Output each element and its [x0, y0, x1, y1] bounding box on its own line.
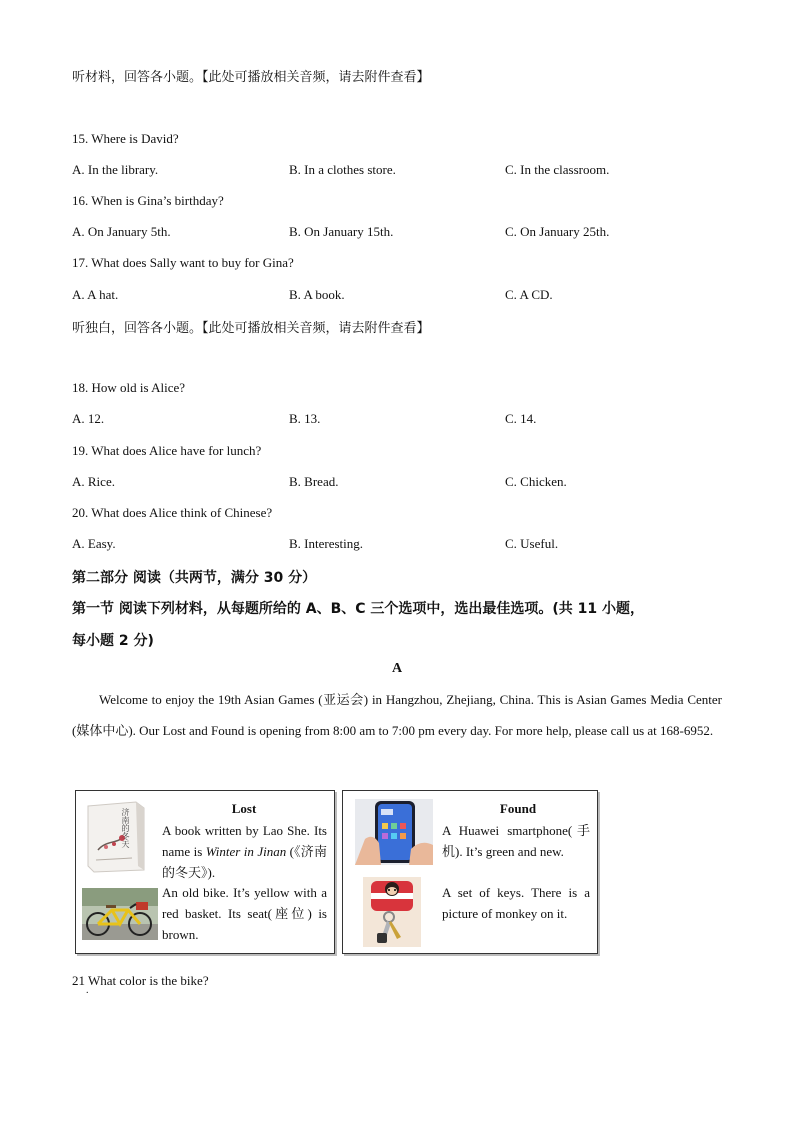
section-one-instructions-line1: 第一节 阅读下列材料，从每题所给的 A、B、C 三个选项中，选出最佳选项。(共 11 小题， — [72, 601, 645, 617]
q20-option-c: C. Useful. — [505, 536, 559, 551]
smartphone-image — [355, 799, 433, 865]
found-item-keys: A set of keys. There is a picture of monkey on it. — [442, 885, 590, 921]
lost-item-book-text: A book written by Lao She. Its name is — [162, 823, 327, 859]
found-item-phone: A Huawei smartphone(手机). It’s green and new. — [442, 823, 590, 859]
q20-option-b: B. Interesting. — [289, 536, 364, 551]
q20-option-a: A. Easy. — [72, 536, 116, 551]
q19-option-c: C. Chicken. — [505, 474, 567, 489]
part-two-title: 第二部分 阅读（共两节，满分 30 分） — [72, 570, 317, 586]
keys-image — [363, 877, 421, 947]
q16-option-a: A. On January 5th. — [72, 224, 171, 239]
bike-image — [82, 888, 158, 940]
q17-option-b: B. A book. — [289, 287, 345, 302]
q16-option-b: B. On January 15th. — [289, 224, 394, 239]
question-20: 20. What does Alice think of Chinese? — [72, 505, 273, 520]
section-one-instructions-line2: 每小题 2 分) — [72, 633, 154, 649]
question-16: 16. When is Gina’s birthday? — [72, 193, 224, 208]
listening-intro-1: 听材料，回答各小题。【此处可播放相关音频，请去附件查看】 — [72, 70, 430, 85]
question-18: 18. How old is Alice? — [72, 380, 186, 395]
question-19: 19. What does Alice have for lunch? — [72, 443, 262, 458]
question-21: 21 What color is the bike? — [72, 973, 209, 988]
found-box — [342, 790, 598, 954]
q17-option-c: C. A CD. — [505, 287, 553, 302]
q16-option-c: C. On January 25th. — [505, 224, 610, 239]
lost-box — [75, 790, 335, 954]
listening-intro-2: 听独白，回答各小题。【此处可播放相关音频，请去附件查看】 — [72, 321, 430, 336]
q19-option-b: B. Bread. — [289, 474, 339, 489]
passage-label: A — [391, 661, 403, 676]
q18-option-a: A. 12. — [72, 411, 105, 426]
book-cover-title: 济南的冬天 — [121, 808, 130, 848]
q18-option-c: C. 14. — [505, 411, 537, 426]
q18-option-b: B. 13. — [289, 411, 321, 426]
q19-option-a: A. Rice. — [72, 474, 115, 489]
lost-item-book — [162, 820, 327, 883]
q15-option-b: B. In a clothes store. — [289, 162, 396, 177]
stray-dot: . — [86, 985, 89, 996]
passage-text: Welcome to enjoy the 19th Asian Games (亚运会) in Hangzhou, Zhejiang, China. This is Asian Games Media Center (媒体中心). Our Lost and Found is opening from 8:00 am to 7:00 pm every day. For more help, please call us at 168-6952. — [72, 692, 722, 738]
lost-item-book-cn: (《济南的冬天》). — [162, 844, 327, 880]
q17-option-a: A. A hat. — [72, 287, 119, 302]
q15-option-a: A. In the library. — [72, 162, 159, 177]
lost-item-book-title: Winter in Jinan — [205, 844, 287, 859]
question-15: 15. Where is David? — [72, 131, 179, 146]
lost-title: Lost — [231, 801, 257, 816]
lost-item-bike: An old bike. It’s yellow with a red basket. Its seat(座位) is brown. — [162, 885, 327, 942]
question-17: 17. What does Sally want to buy for Gina? — [72, 255, 294, 270]
q15-option-c: C. In the classroom. — [505, 162, 610, 177]
book-cover-image — [84, 800, 148, 874]
found-title: Found — [499, 801, 537, 816]
